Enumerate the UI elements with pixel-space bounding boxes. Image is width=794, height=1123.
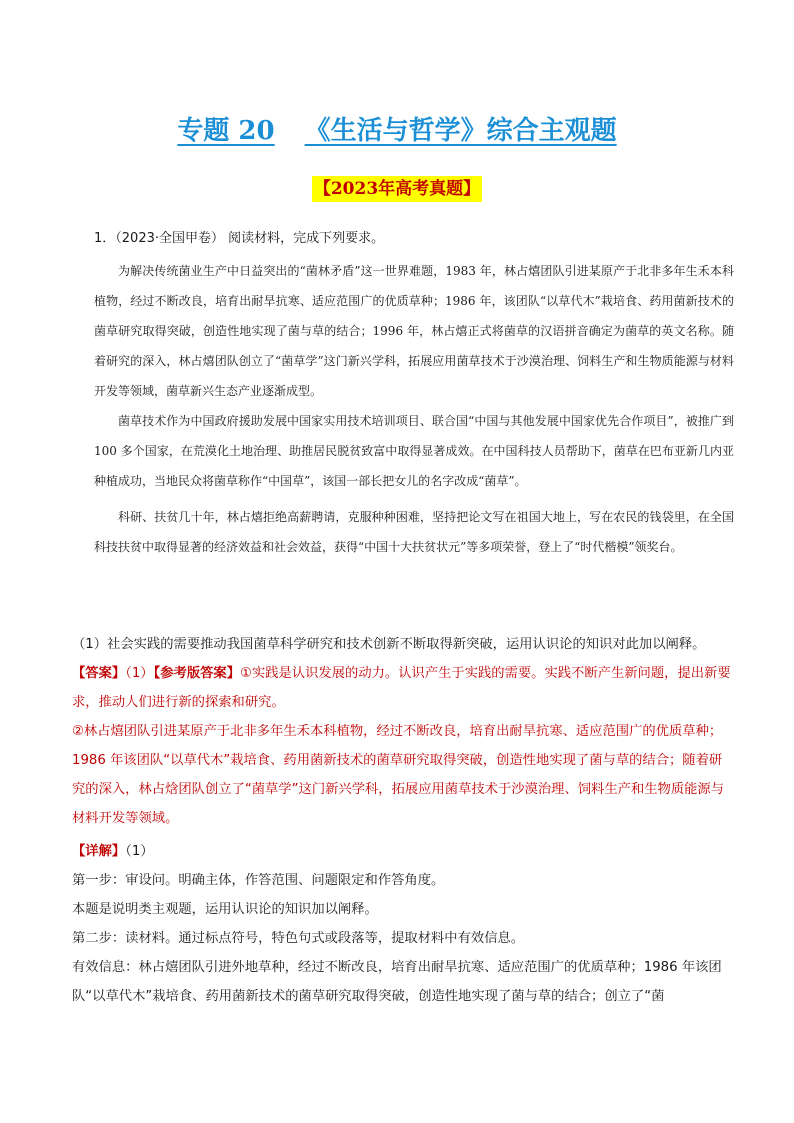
- detail-label: 【详解】: [72, 844, 126, 859]
- material-paragraph: 科研、扶贫几十年，林占熺拒绝高薪聘请，克服种种困难，坚持把论文写在祖国大地上，写在农民的钱袋里，在全国科技扶贫中取得显著的经济效益和社会效益，获得“中国十大扶贫状元”等多项荣誉，登上了“时代楷模”领奖台。: [94, 510, 734, 554]
- title-prefix: 专题 20: [177, 116, 275, 146]
- title-main: 《生活与哲学》综合主观题: [304, 116, 617, 146]
- page-title: [0, 113, 794, 149]
- section-tag-label: 【2023年高考真题】: [312, 176, 482, 202]
- sub-question: （1）社会实践的需要推动我国菌草科学研究和技术创新不断取得新突破，运用认识论的知识对此加以阐释。: [72, 637, 706, 652]
- answer-text-1: ①实践是认识发展的动力。认识产生于实践的需要。实践不断产生新问题，提出新要求，推动人们进行新的探索和研究。: [72, 666, 731, 710]
- material-paragraph: 为解决传统菌业生产中日益突出的“菌林矛盾”这一世界难题，1983 年，林占熺团队引进某原产于北非多年生禾本科植物，经过不断改良，培育出耐旱抗寒、适应范围广的优质草种；1986 年，该团队“以草代木”栽培食、药用菌新技术的菌草研究取得突破，创造性地实现了菌与草的结合；1996 年，林占熺正式将菌草的汉语拼音确定为菌草的英文名称。随着研究的深入，林占熺团队创立了“菌草学”这门新兴学科，拓展应用菌草技术于沙漠治理、饲料生产和生物质能源与材料开发等领域，菌草新兴生态产业逐渐成型。: [94, 264, 734, 398]
- detail-number: （1）: [125, 844, 154, 859]
- detail-line: 第一步：审设问。明确主体，作答范围、问题限定和作答角度。: [72, 873, 445, 888]
- answer-point-2: ②林占熺团队引进某原产于北非多年生禾本科植物，经过不断改良，培育出耐旱抗寒、适应范围广的优质草种；1986 年该团队“以草代木”栽培食、药用菌新技术的菌草研究取得突破，创造性地实现了菌与草的结合；随着研究的深入，林占焓团队创立了“菌草学”这门新兴学科，拓展应用菌草技术于沙漠治理、饲料生产和生物质能源与材料开发等领域。: [72, 724, 725, 826]
- detail-line: 有效信息：林占熺团队引进外地草种，经过不断改良，培育出耐旱抗寒、适应范围广的优质草种；1986 年该团队“以草代木”栽培食、药用菌新技术的菌草研究取得突破，创造性地实现了菌与草的结合；创立了“菌: [72, 960, 722, 1004]
- answer-label: 【答案】: [72, 666, 126, 681]
- reference-label: 【参考版答案】: [153, 666, 241, 681]
- answer-point-1: [72, 659, 732, 717]
- answer-number: （1）: [125, 666, 154, 681]
- reading-material: [94, 256, 734, 562]
- section-tag: [0, 176, 794, 202]
- detail-header: [72, 837, 732, 866]
- detail-line: 本题是说明类主观题，运用认识论的知识加以阐释。: [72, 902, 378, 917]
- material-paragraph: 菌草技术作为中国政府援助发展中国家实用技术培训项目、联合国“中国与其他发展中国家优先合作项目”，被推广到 100 多个国家，在荒漠化土地治理、助推居民脱贫致富中取得显著成效。在中国科技人员帮助下，菌草在巴布亚新几内亚种植成功，当地民众将菌草称作“中国草”，该国一部长把女儿的名字改成“菌草”。: [94, 414, 734, 488]
- detail-line: 第二步：读材料。通过标点符号，特色句式或段落等，提取材料中有效信息。: [72, 931, 525, 946]
- answer-section: [72, 630, 732, 1011]
- question-header: 1．（2023·全国甲卷） 阅读材料，完成下列要求。: [94, 231, 385, 246]
